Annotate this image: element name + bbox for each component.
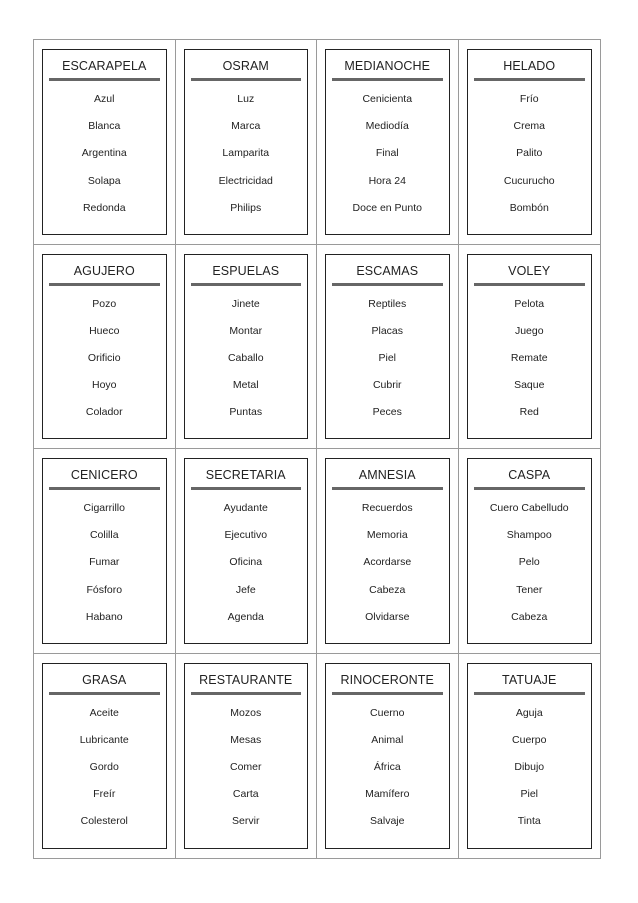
title-divider [332,283,443,286]
card-cell [459,40,601,245]
forbidden-word: Saque [514,379,545,392]
card-title: ESCARAPELA [62,59,147,73]
title-divider [474,283,586,286]
forbidden-word: Oficina [229,556,263,569]
forbidden-word: Juego [514,324,544,337]
forbidden-word: Blanca [88,120,121,133]
forbidden-word-list [43,297,166,433]
card-title: RESTAURANTE [199,672,293,687]
word-card [42,458,167,644]
forbidden-word: Solapa [87,174,121,187]
card-title: CASPA [508,468,551,482]
card-title: RINOCERONTE [340,672,434,687]
forbidden-word: Doce en Punto [352,201,422,214]
forbidden-word: Colesterol [80,815,128,828]
card-title: AGUJERO [73,263,135,278]
forbidden-word: Pozo [92,297,117,310]
forbidden-word-list [185,92,308,228]
forbidden-word: Colador [85,406,123,419]
forbidden-word: Redonda [82,201,126,214]
forbidden-word: Jefe [235,583,256,596]
forbidden-word: Comer [229,760,262,773]
word-card [42,49,167,235]
card-sheet [33,39,601,859]
forbidden-word: Piel [378,351,396,364]
word-card [325,49,450,235]
forbidden-word-list [185,501,308,637]
title-divider [49,283,160,286]
forbidden-word: Luz [237,93,255,105]
forbidden-word: Argentina [81,147,127,160]
forbidden-word-list [468,501,592,637]
card-cell [317,245,459,450]
forbidden-word: Montar [229,324,263,337]
forbidden-word: Cuerno [370,706,405,719]
forbidden-word: Mozos [230,706,262,719]
card-title: TATUAJE [502,672,557,687]
forbidden-word: Salvaje [370,815,405,828]
forbidden-word: Tinta [517,815,541,828]
forbidden-word-list [43,92,166,228]
forbidden-word: Puntas [229,406,263,419]
title-divider [191,283,302,286]
forbidden-word: Recuerdos [361,502,413,514]
forbidden-word: Acordarse [363,556,412,569]
card-cell [317,654,459,859]
word-card [467,663,593,850]
forbidden-word: Marca [231,120,261,133]
card-title: VOLEY [508,263,551,278]
forbidden-word: Memoria [366,529,408,542]
forbidden-word: Cuero Cabelludo [489,502,569,514]
title-divider [49,487,160,490]
forbidden-word: Lubricante [79,733,129,746]
card-grid [34,40,600,858]
card-cell [459,245,601,450]
forbidden-word: Cubrir [372,379,402,392]
forbidden-word: Crema [513,120,545,133]
forbidden-word: Mamífero [365,788,410,801]
forbidden-word: Aceite [89,706,119,719]
forbidden-word: Cucurucho [503,174,555,187]
forbidden-word: Colilla [89,529,119,542]
card-title: HELADO [503,59,556,73]
forbidden-word: África [373,760,401,773]
forbidden-word: Placas [371,324,403,337]
forbidden-word: Hoyo [91,379,117,392]
word-card [467,49,593,235]
card-title: MEDIANOCHE [344,59,431,73]
forbidden-word: Cenicienta [362,93,413,105]
forbidden-word: Remate [510,351,548,364]
forbidden-word: Metal [232,379,259,392]
forbidden-word: Hora 24 [368,174,406,187]
card-cell [459,449,601,654]
forbidden-word: Orificio [87,351,121,364]
card-cell [176,40,318,245]
title-divider [332,487,443,490]
forbidden-word: Cuerpo [512,733,547,746]
forbidden-word: Ayudante [223,502,268,514]
forbidden-word-list [43,706,166,842]
forbidden-word: Gordo [89,760,119,773]
forbidden-word: Jinete [231,297,260,310]
forbidden-word: Pelo [518,556,540,569]
forbidden-word: Final [375,147,399,160]
forbidden-word: Olvidarse [365,610,410,623]
card-title: AMNESIA [358,468,416,482]
card-title: SECRETARIA [205,468,286,482]
card-cell [34,449,176,654]
word-card [184,49,309,235]
forbidden-word: Ejecutivo [224,529,268,542]
forbidden-word: Lamparita [222,147,270,160]
forbidden-word: Aguja [515,706,543,719]
title-divider [49,692,160,695]
word-card [42,254,167,440]
forbidden-word: Electricidad [218,174,273,187]
card-cell [459,654,601,859]
forbidden-word-list [468,297,592,433]
forbidden-word: Palito [516,147,543,160]
title-divider [191,78,302,81]
forbidden-word-list [43,501,166,637]
forbidden-word: Carta [232,788,259,801]
title-divider [49,78,160,81]
word-card [42,663,167,850]
forbidden-word: Cabeza [369,583,406,596]
forbidden-word-list [326,92,449,228]
forbidden-word: Peces [372,406,402,419]
forbidden-word: Bombón [509,201,549,214]
word-card [184,458,309,644]
card-cell [176,245,318,450]
forbidden-word-list [326,297,449,433]
forbidden-word: Azul [94,93,115,105]
card-cell [317,40,459,245]
forbidden-word: Shampoo [506,529,552,542]
word-card [467,458,593,644]
forbidden-word: Fósforo [86,583,123,596]
card-cell [176,449,318,654]
title-divider [191,692,302,695]
forbidden-word: Tener [516,583,543,596]
title-divider [332,78,443,81]
card-cell [34,245,176,450]
forbidden-word-list [326,501,449,637]
forbidden-word: Caballo [227,351,264,364]
forbidden-word: Freír [93,788,116,801]
title-divider [474,487,586,490]
word-card [325,254,450,440]
forbidden-word-list [185,297,308,433]
forbidden-word: Cigarrillo [83,502,125,514]
forbidden-word-list [326,706,449,842]
word-card [325,663,450,850]
card-title: GRASA [82,672,127,687]
forbidden-word: Frío [519,93,539,105]
forbidden-word: Dibujo [514,760,545,773]
forbidden-word: Habano [85,610,123,623]
title-divider [191,487,302,490]
word-card [184,663,309,850]
title-divider [474,692,586,695]
forbidden-word: Philips [230,201,262,214]
forbidden-word-list [468,92,592,228]
card-cell [34,654,176,859]
forbidden-word: Animal [371,733,404,746]
card-cell [34,40,176,245]
forbidden-word: Reptiles [368,297,407,310]
card-cell [317,449,459,654]
card-cell [176,654,318,859]
forbidden-word: Agenda [227,610,264,623]
card-title: ESCAMAS [356,263,419,278]
forbidden-word: Fumar [89,556,120,569]
forbidden-word: Hueco [89,324,120,337]
title-divider [474,78,586,81]
forbidden-word: Piel [520,788,538,801]
forbidden-word: Mesas [230,733,262,746]
forbidden-word: Servir [232,815,260,828]
forbidden-word: Pelota [514,297,545,310]
card-title: CENICERO [70,468,138,482]
forbidden-word: Cabeza [511,610,548,623]
word-card [325,458,450,644]
forbidden-word: Red [519,406,539,419]
card-title: OSRAM [222,59,269,73]
word-card [184,254,309,440]
forbidden-word: Mediodía [365,120,409,133]
title-divider [332,692,443,695]
forbidden-word-list [185,706,308,842]
card-title: ESPUELAS [212,263,280,278]
word-card [467,254,593,440]
forbidden-word-list [468,706,592,842]
